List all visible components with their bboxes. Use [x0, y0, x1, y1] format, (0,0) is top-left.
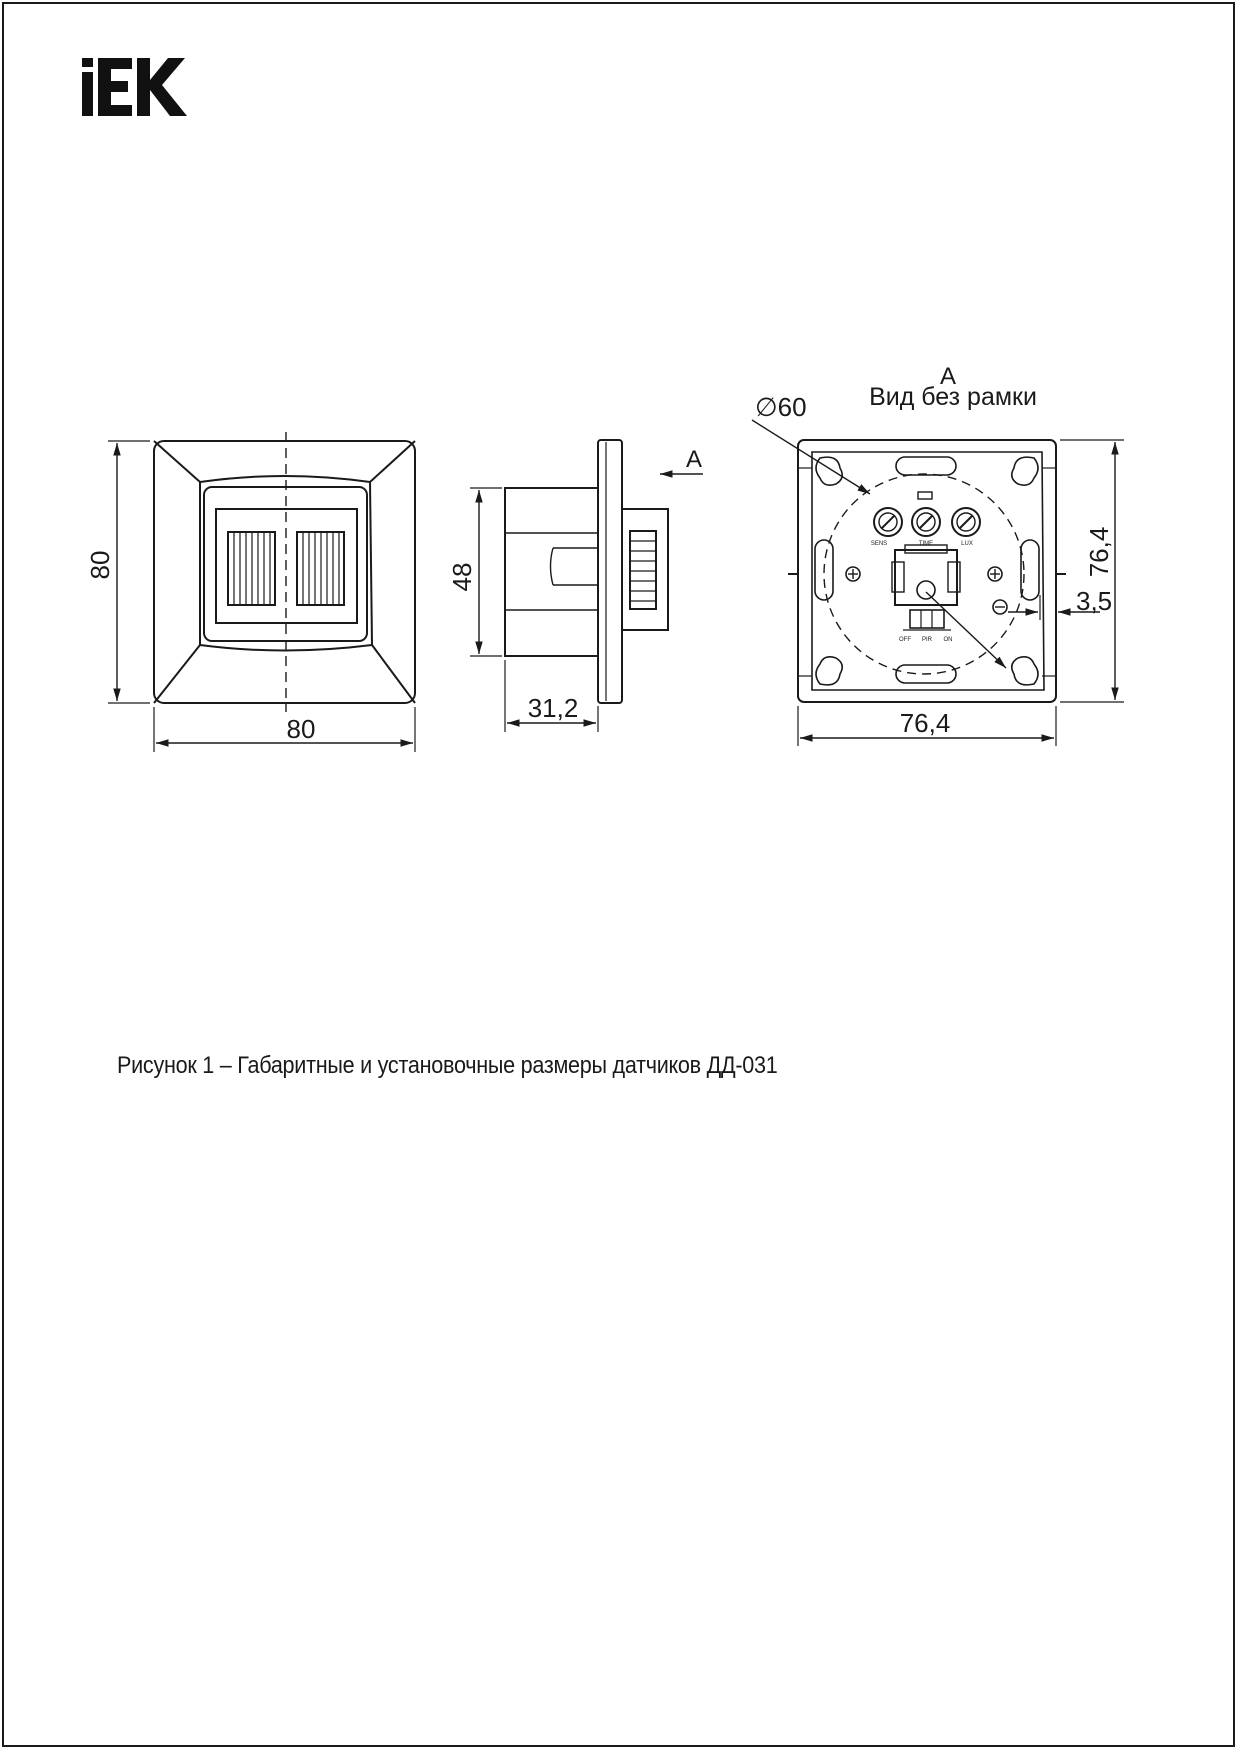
rear-height-label: 76,4 — [1084, 526, 1114, 578]
front-height-label: 80 — [85, 550, 115, 580]
switch-label-pir: PIR — [921, 637, 933, 643]
knob-label-time: TIME — [918, 541, 934, 547]
rear-view-letter: A — [939, 363, 957, 390]
figure-caption: Рисунок 1 – Габаритные и установочные размеры датчиков ДД-031 — [117, 1052, 778, 1079]
side-body — [505, 488, 598, 656]
mode-switch — [910, 610, 944, 628]
rear-plate-outer — [798, 440, 1056, 702]
side-lens — [630, 531, 656, 609]
front-frame-outer — [154, 441, 415, 703]
slot-top — [896, 457, 956, 475]
knob-label-lux: LUX — [961, 541, 973, 547]
switch-label-off: OFF — [899, 637, 911, 643]
side-frame-plate — [598, 440, 622, 703]
front-view — [108, 432, 415, 752]
rear-view — [752, 420, 1124, 746]
rear-offset-label: 3,5 — [1076, 586, 1113, 616]
rear-diameter-label: ∅60 — [755, 392, 807, 422]
side-view — [470, 440, 703, 732]
mount-hole-bl — [816, 657, 842, 685]
diameter-leader — [752, 420, 870, 494]
mount-hole-br — [1012, 657, 1038, 685]
mount-hole-tr — [1012, 457, 1038, 485]
rear-view-title: Вид без рамки — [869, 383, 1037, 411]
led-indicator — [918, 492, 932, 499]
rear-width-label: 76,4 — [899, 708, 951, 738]
side-height-label: 48 — [447, 562, 477, 592]
side-sensor-head — [622, 509, 668, 630]
side-clip — [551, 548, 599, 585]
front-width-label: 80 — [286, 714, 316, 744]
side-depth-label: 31,2 — [527, 693, 579, 723]
knob-label-sens: SENS — [870, 541, 888, 547]
terminal-screw — [917, 581, 935, 599]
mount-hole-tl — [816, 457, 842, 485]
view-arrow-label: A — [685, 446, 703, 473]
switch-label-on: ON — [943, 637, 953, 643]
